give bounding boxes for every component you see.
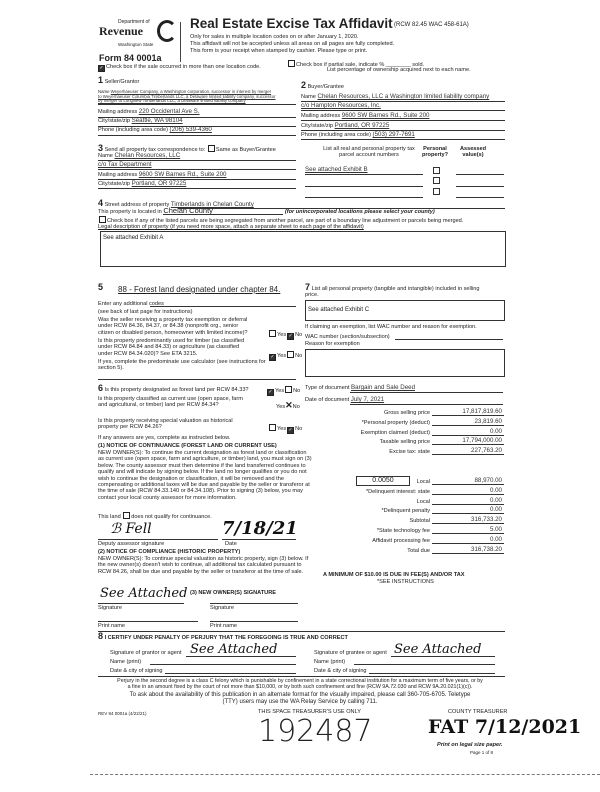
amount-label: Excise tax: state: [389, 449, 430, 456]
label: City/state/zip: [301, 123, 334, 129]
grantor-name-label: Name (print): [110, 659, 142, 665]
notice-2-text: NEW OWNER(S): To continue special valuation as historic property, sign (3) below. If the new owner(s) doesn't wish to continue, all additional tax calculated pursuant to RCW 84.26, shall be due and payable by the seller or transferor at the time of sale.: [98, 556, 309, 575]
seller-name-3: by merger to Longview Timberlands LLC, a Delaware limited liability company: [98, 98, 246, 103]
document-date-value[interactable]: July 7, 2021: [350, 396, 385, 403]
personal-property-box[interactable]: [305, 300, 505, 321]
same-as-buyer-checkbox[interactable]: [208, 145, 215, 152]
certify-heading: I CERTIFY UNDER PENALTY OF PERJURY THAT THE FOREGOING IS TRUE AND CORRECT: [104, 635, 348, 641]
not-qualify-label: does not qualify for continuance.: [131, 514, 212, 520]
grantee-date-label: Date & city of signing: [314, 668, 367, 674]
corr-mailing-field[interactable]: [98, 172, 226, 178]
same-as-buyer-label: Same as Buyer/Grantee: [215, 147, 276, 153]
divider: [301, 139, 505, 140]
new-owner-signature: See Attached: [100, 586, 188, 601]
divider: [98, 631, 505, 632]
print-name-label: Print name: [98, 623, 126, 629]
predominate-note: If yes, complete the predominate use calculator (see instructions for section 5).: [98, 359, 266, 372]
divider: [98, 169, 296, 170]
value: 220 Occidental Ave S.: [138, 108, 200, 115]
multi-location-label: Check box if the sale occurred in more than one location code.: [106, 64, 261, 70]
label: Mailing address: [98, 172, 138, 178]
personal-property-checkbox[interactable]: [433, 167, 440, 174]
section-heading: Buyer/Grantee: [307, 84, 344, 90]
amount-value[interactable]: 88,970.00: [474, 477, 502, 484]
amount-value[interactable]: 23,819.60: [474, 417, 502, 425]
signature-line: [186, 656, 296, 657]
not-qualify-checkbox[interactable]: [123, 512, 130, 519]
label: Street address of property: [104, 202, 170, 208]
corr-city-field[interactable]: [98, 181, 186, 187]
dept-label: Department of: [118, 19, 150, 25]
buyer-name-field[interactable]: [301, 94, 489, 100]
section-number: 2: [301, 80, 307, 90]
divider: [98, 188, 296, 189]
grantor-name-input[interactable]: [150, 664, 296, 665]
see-instructions: *SEE INSTRUCTIONS: [377, 579, 434, 585]
amount-label: Gross selling price: [383, 410, 430, 416]
receipt-number: 192487: [258, 714, 373, 749]
divider: [350, 392, 503, 393]
wac-input[interactable]: [395, 339, 503, 340]
street-address-value[interactable]: Timberlands in Chelan County: [170, 201, 254, 208]
date-label: Date: [225, 541, 237, 547]
label: Type of document: [305, 385, 350, 391]
value: 9600 SW Barnes Rd., Suite 200: [138, 171, 227, 178]
amount-label: *Delinquent interest: state: [365, 488, 430, 495]
print-name-line[interactable]: [98, 621, 198, 622]
perjury-notice: Perjury in the second degree is a class C felony which is punishable by confinement in a state correctional institution for a maximum term of five years, or by a fine in an amount fixed by the court of not more than $10,000, or by both such confinement and fine (RCW 9A.72.030 and RCW 9A.20.021(1)(c)).: [117, 678, 483, 691]
signature-label: Signature: [210, 605, 234, 611]
assessed-line: [456, 197, 504, 198]
assessor-signature: ℬ Fell: [110, 521, 152, 537]
state-label: Washington State: [118, 42, 154, 47]
parcel-line: [305, 197, 423, 198]
divider: [98, 104, 296, 105]
value: Chelan Resources, LLC a Washington limited liability company: [317, 93, 490, 100]
amount-value[interactable]: 17,794,000.00: [462, 437, 502, 445]
grantor-signature[interactable]: See Attached: [190, 642, 278, 657]
grantor-date-label: Date & city of signing: [110, 668, 163, 674]
personal-header: Personal property?: [421, 146, 449, 159]
section-heading: Seller/Grantor: [104, 79, 140, 85]
local-rate-box[interactable]: 0.0050: [356, 476, 410, 486]
if-yes-note: If any answers are yes, complete as instructed below.: [98, 435, 231, 441]
seller-name-field[interactable]: [98, 90, 276, 104]
additional-codes-input[interactable]: [150, 306, 296, 307]
amount-value[interactable]: 0.00: [489, 535, 502, 543]
assessed-line: [456, 174, 504, 175]
signature-label: Signature: [98, 605, 122, 611]
legal-description-value: See attached Exhibit A: [103, 235, 164, 241]
assessor-date: 7/18/21: [222, 518, 298, 539]
amount-label: *State technology fee: [376, 528, 430, 534]
amount-value[interactable]: 0.00: [489, 427, 502, 435]
seller-phone-field[interactable]: [98, 127, 212, 133]
value: Chelan Resources, LLC: [114, 152, 181, 159]
header-divider: [180, 22, 181, 62]
document-type-value[interactable]: Bargain and Sale Deed: [351, 384, 416, 391]
revision-label: REV 84 0001a (4/22/21): [98, 711, 147, 716]
grantee-signature-label: Signature of grantee or agent: [314, 650, 387, 656]
assessed-line: [456, 186, 504, 187]
divider: [98, 379, 296, 380]
value: c/o Tax Department: [98, 161, 152, 168]
label: Name: [98, 153, 113, 159]
signature-line[interactable]: [98, 603, 184, 604]
section-number: 1: [98, 75, 104, 85]
timber-question: Is this property predominantly used for timber (as classified under RCW 84.84 and 84.33) or agriculture (as classified under RCW 84.34.020)? See ETA 3215.: [98, 338, 245, 357]
exemption-yes-checkbox[interactable]: [269, 330, 276, 337]
amount-label: Local: [416, 498, 430, 505]
header-line-2: This affidavit will not be accepted unless all areas on all pages are fully completed.: [190, 41, 395, 47]
section-heading: List all personal property (tangible and intangible) included in selling: [311, 286, 480, 292]
section-heading-cont: price.: [305, 292, 319, 298]
notice-1-title: (1) NOTICE OF CONTINUANCE (FOREST LAND OR CURRENT USE): [98, 443, 277, 449]
timber-yes-checkbox[interactable]: ✓: [270, 354, 275, 360]
amount-label: Exemption claimed (deduct): [360, 429, 430, 436]
wac-label: WAC number (section/subsection): [305, 334, 390, 340]
buyer-mailing-field[interactable]: [301, 113, 429, 119]
location-code-select[interactable]: 88 - Forest land designated under chapter 84.: [118, 285, 281, 294]
corr-name2-field[interactable]: [98, 162, 152, 168]
divider: [98, 179, 296, 180]
value: 9600 SW Barnes Rd., Suite 200: [341, 112, 430, 119]
parcel-line: [305, 174, 423, 175]
legal-label: Legal description of property (if you need more space, attach a separate sheet to each page of the affidavit): [98, 224, 364, 230]
amount-value[interactable]: 17,817,819.60: [462, 408, 502, 415]
legal-paper-note: Print on legal size paper.: [437, 742, 503, 748]
grantee-name-input[interactable]: [354, 664, 495, 665]
label: Date of document: [305, 397, 350, 403]
grantee-name-label: Name (print): [314, 659, 346, 665]
section-number: 6: [98, 383, 104, 393]
forest-question: Is this property designated as forest land per RCW 84.33?: [104, 387, 249, 393]
parcel-line: [305, 186, 423, 187]
value: Seattle, WA 98104: [131, 117, 183, 124]
amount-value[interactable]: 5.00: [489, 526, 502, 533]
value: (503) 297-7691: [372, 131, 415, 138]
divider: [301, 110, 505, 111]
reason-box[interactable]: [305, 349, 505, 377]
amount-label: Subtotal: [409, 518, 430, 525]
revenue-logo-text: Revenue: [99, 24, 143, 38]
amount-label: *Delinquent penalty: [381, 508, 430, 515]
amount-value[interactable]: 0.00: [489, 506, 502, 514]
segregated-label: Check box if any of the listed parcels are being segregated from another parcel, are part of a boundary line adjustment or parcels being merged.: [107, 218, 464, 224]
signature-line[interactable]: [210, 603, 298, 604]
value: c/o Hampton Resources, Inc.: [301, 102, 381, 109]
current-use-question: Is this property classified as current use (open space, farm and agricultural, or timber) land per RCW 84.34?: [98, 396, 243, 409]
notice-2-title: (2) NOTICE OF COMPLIANCE (HISTORIC PROPERTY): [98, 549, 241, 555]
title-rcw: (RCW 82.45 WAC 458-61A): [394, 22, 469, 28]
personal-property-value: See attached Exhibit C: [308, 307, 370, 313]
historic-question: Is this property receiving special valuation as historical property per RCW 84.26?: [98, 418, 233, 431]
label: Name: [98, 89, 110, 94]
personal-property-checkbox[interactable]: [433, 188, 440, 195]
exemption-no-checkbox[interactable]: ✓: [288, 333, 293, 339]
seller-city-field[interactable]: [98, 118, 183, 124]
value: Portland, OR 97225: [334, 122, 390, 129]
grantee-signature[interactable]: See Attached: [394, 642, 482, 657]
amount-label: *Personal property (deduct): [361, 419, 430, 426]
divider: [98, 676, 505, 677]
grantor-date-input[interactable]: [165, 673, 296, 674]
form-number: Form 84 0001a: [99, 53, 162, 63]
label: Mailing address: [301, 113, 341, 119]
exemption-question: Was the seller receiving a property tax exemption or deferral under RCW 84.36, 84.37, or 84.38 (nonprofit org., senior citizen or disabled person, homeowner with limited income)?: [98, 317, 248, 336]
page-title: Real Estate Excise Tax Affidavit: [190, 16, 393, 31]
personal-property-checkbox[interactable]: [433, 177, 440, 184]
this-land-label: This land: [98, 514, 121, 520]
deputy-label: Deputy assessor signature: [98, 541, 165, 547]
grantor-signature-label: Signature of grantor or agent: [110, 650, 182, 656]
divider: [301, 120, 505, 121]
forest-no-checkbox[interactable]: [285, 386, 292, 393]
parcel-number-1[interactable]: See attached Exhibit B: [305, 166, 368, 173]
additional-codes-label: Enter any additional codes: [98, 301, 164, 307]
value: Portland, OR 97225: [131, 180, 187, 187]
label: Phone (including area code): [301, 132, 371, 138]
county-note: (for unincorporated locations please select your county): [284, 209, 435, 215]
reason-label: Reason for exemption: [305, 341, 360, 347]
partial-sale-label: Check box if partial sale, indicate % ________ sold.: [296, 62, 425, 68]
header-line-3: This form is your receipt when stamped by cashier. Please type or print.: [190, 48, 368, 54]
divider: [98, 135, 296, 136]
county-select[interactable]: Chelan County: [163, 208, 283, 215]
accessibility-notice: To ask about the availability of this publication in an alternate format for the visually impaired, please call 360-705-6705. Teletype (TTY) users may use the WA Relay Service by calling 711.: [129, 692, 471, 705]
signature-line: [98, 539, 218, 540]
buyer-phone-field[interactable]: [301, 132, 415, 138]
print-name-line[interactable]: [210, 621, 298, 622]
section-number: 7: [305, 282, 311, 292]
exemption-label: If claiming an exemption, list WAC number and reason for exemption.: [305, 324, 477, 330]
current-use-answer[interactable]: Yes✕No: [276, 400, 300, 410]
dor-logo-icon: [157, 20, 177, 42]
segregated-checkbox[interactable]: [99, 216, 106, 223]
historic-no-checkbox[interactable]: ✓: [288, 427, 293, 433]
date-line: [222, 539, 296, 540]
print-name-label: Print name: [210, 623, 238, 629]
label: This property is located in: [98, 209, 162, 215]
amount-label: Local: [416, 479, 430, 485]
partial-note: List percentage of ownership acquired next to each name.: [327, 67, 471, 73]
assessed-header: Assessed value(s): [459, 146, 487, 159]
amount-value[interactable]: 316,733.20: [471, 516, 502, 524]
amount-value[interactable]: 227,763.20: [471, 447, 502, 455]
seller-name-1: Weyerhaeuser Company, a Washington corporation, successor in interest by merger: [110, 89, 272, 94]
section-number: 4: [98, 198, 104, 208]
amount-label: Affidavit processing fee: [372, 537, 430, 544]
header-line-1: Only for sales in multiple location codes on or after January 1, 2020.: [190, 34, 359, 40]
page-edge: [90, 774, 600, 775]
page-number: Page 1 of 8: [470, 750, 494, 755]
historic-yes-checkbox[interactable]: [269, 424, 276, 431]
amount-label: Total due: [407, 547, 430, 554]
section-number: 8: [98, 631, 104, 641]
section-number: 5: [98, 282, 104, 292]
partial-sale-checkbox[interactable]: [288, 60, 295, 67]
signature-line: [391, 656, 495, 657]
value: (206) 539-4360: [169, 126, 212, 133]
amount-value[interactable]: 0.00: [489, 496, 502, 504]
corr-name-field[interactable]: [98, 153, 180, 159]
county-treasurer-label: COUNTY TREASURER: [448, 709, 508, 715]
forest-yes-checkbox[interactable]: ✓: [268, 389, 273, 395]
label: Phone (including area code): [98, 127, 168, 133]
label: City/state/zip: [98, 181, 131, 187]
section-number: 3: [98, 143, 104, 153]
label: City/state/zip: [98, 118, 131, 124]
divider: [350, 404, 503, 405]
treasurer-stamp: FAT 7/12/2021: [428, 716, 582, 738]
amount-value[interactable]: 316,738.20: [471, 545, 502, 553]
seller-name-2: to Weyerhaeuser Columbia Timberlands LLC, a Delaware limited liability company, successor: [98, 93, 276, 99]
buyer-city-field[interactable]: [301, 123, 389, 129]
treasurer-use-label: THIS SPACE TREASURER'S USE ONLY: [258, 709, 362, 715]
multi-location-checkbox[interactable]: ✓: [99, 65, 104, 71]
legal-description-box[interactable]: [100, 231, 506, 267]
section-heading: Send all property tax correspondence to:: [104, 147, 206, 153]
seller-mailing-field[interactable]: [98, 109, 200, 115]
see-back-note: (see back of last page for instructions): [98, 309, 193, 315]
buyer-name2-field[interactable]: [301, 103, 381, 109]
amount-label: Taxable selling price: [379, 439, 430, 446]
label: Name: [301, 94, 316, 100]
multi-location-row: [97, 64, 261, 72]
notice-1-text: NEW OWNER(S): To continue the current designation as forest land or classification as current use (open space, farm and agriculture, or timber) land, you must sign on (3) below. The county assessor must then determine if the land transferred continues to qualify and will indicate by signing below. If the land no longer qualifies or you do not wish to continue the designation or classification, it will be removed and the compensating or additional taxes will be due and payable by the seller or transferor at the time of sale (RCW 84.33.140 or 84.34.108). Prior to signing (3) below, you may contact your local county assessor for more information.: [98, 450, 312, 501]
notice-3-title: (3) NEW OWNER(S) SIGNATURE: [190, 590, 276, 596]
parcel-header: List all real and personal property tax parcel account numbers: [323, 146, 415, 159]
amount-value[interactable]: 0.00: [489, 486, 502, 494]
minimum-note: A MINIMUM OF $10.00 IS DUE IN FEE(S) AND/OR TAX: [323, 572, 465, 578]
grantee-date-input[interactable]: [369, 673, 495, 674]
timber-no-checkbox[interactable]: [287, 351, 294, 358]
label: Mailing address: [98, 109, 138, 115]
